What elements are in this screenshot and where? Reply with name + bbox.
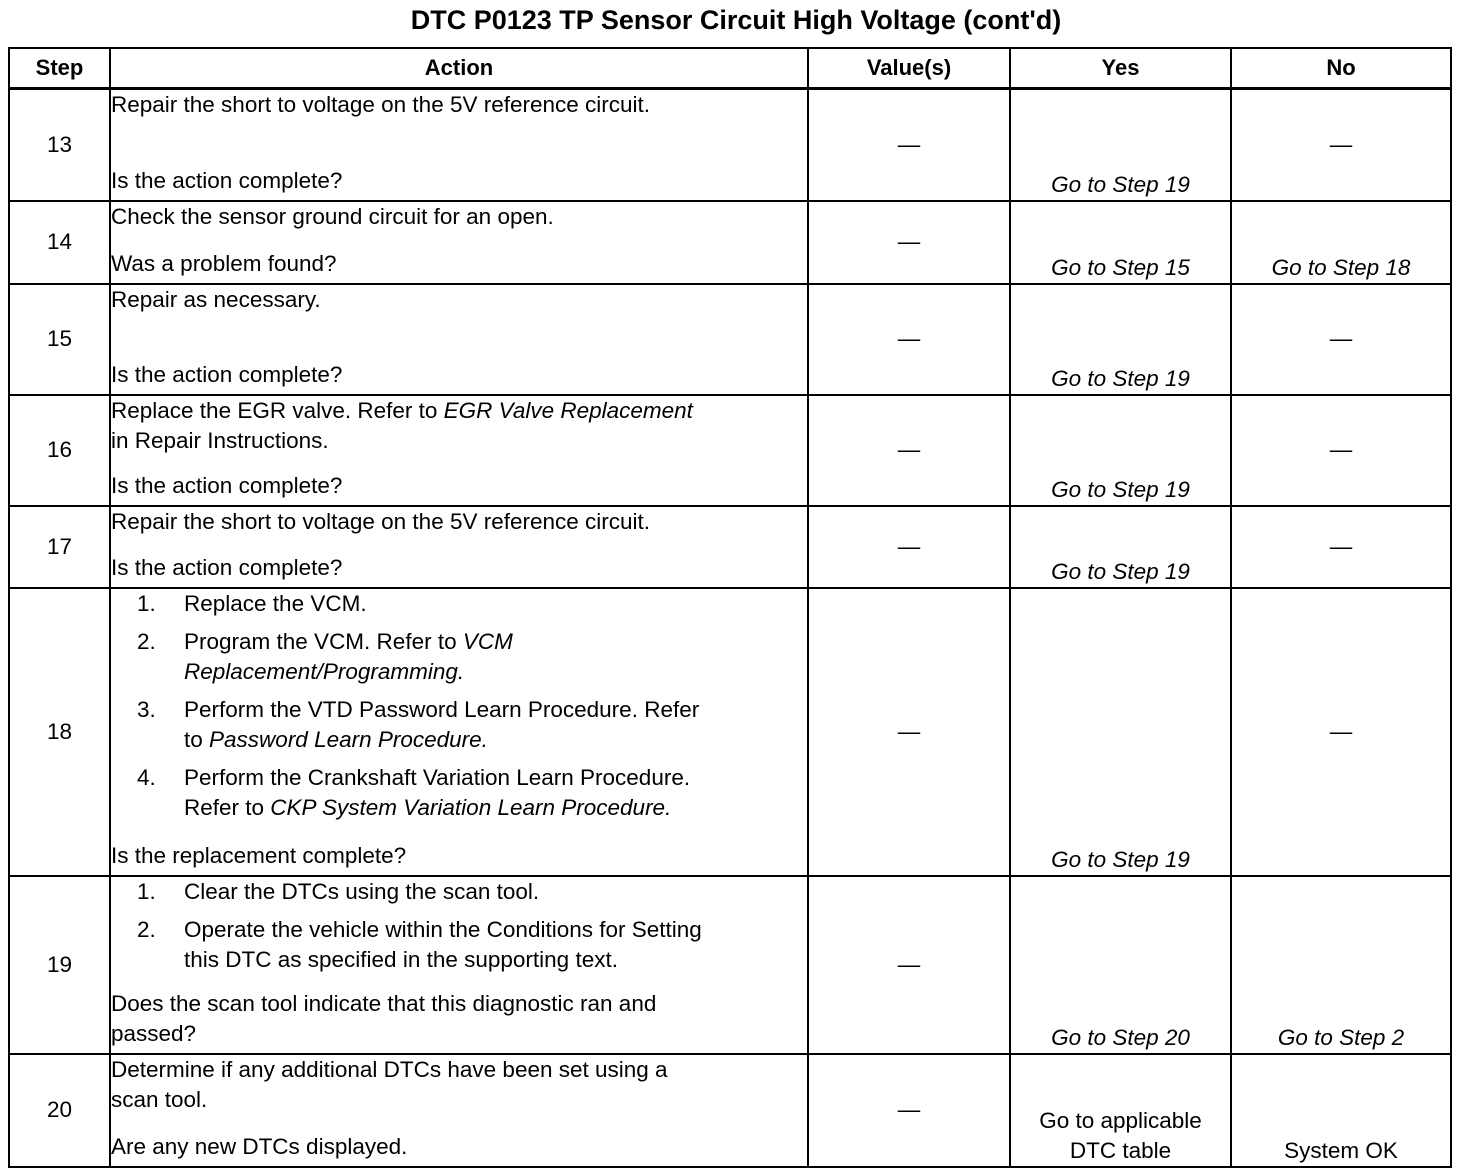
list-text: Perform the Crankshaft Variation Learn Procedure. (184, 764, 691, 790)
action-question: passed? (111, 1020, 197, 1046)
action-text: Determine if any additional DTCs have been set using a (111, 1056, 668, 1082)
list-text: this DTC as specified in the supporting text. (184, 946, 618, 972)
values-cell: — (808, 395, 1010, 506)
values-cell: — (808, 876, 1010, 1054)
procedure-reference[interactable]: Replacement/Programming. (184, 658, 465, 684)
list-text: Program the VCM. Refer to (184, 628, 463, 654)
table-row (9, 284, 1451, 395)
action-text: Repair the short to voltage on the 5V reference circuit. (111, 92, 651, 117)
yes-link[interactable] (1010, 1054, 1231, 1167)
step-number: 15 (9, 284, 110, 395)
table-row (9, 201, 1451, 284)
action-question: Was a problem found? (111, 250, 337, 276)
table-row (9, 588, 1451, 876)
action-cell (110, 1054, 808, 1167)
action-text: Repair as necessary. (111, 286, 321, 312)
action-question: Is the action complete? (111, 168, 343, 193)
column-header-values: Value(s) (808, 48, 1010, 89)
list-number: 3. (137, 696, 156, 722)
action-cell (110, 395, 808, 506)
action-text: Check the sensor ground circuit for an open. (111, 203, 554, 229)
diagnostic-table (8, 47, 1452, 1168)
list-item (111, 915, 807, 975)
list-item (111, 763, 807, 823)
values-cell: — (808, 201, 1010, 284)
action-text: Repair the short to voltage on the 5V reference circuit. (111, 508, 651, 534)
no-link[interactable]: Go to Step 18 (1231, 201, 1451, 284)
list-text: Clear the DTCs using the scan tool. (184, 878, 540, 904)
list-item (111, 589, 807, 619)
step-number: 20 (9, 1054, 110, 1167)
step-number: 19 (9, 876, 110, 1054)
no-cell: System OK (1231, 1054, 1451, 1167)
list-item (111, 695, 807, 755)
yes-link[interactable]: Go to Step 19 (1010, 588, 1231, 876)
procedure-reference[interactable]: CKP System Variation Learn Procedure. (270, 794, 672, 820)
procedure-reference[interactable]: Password Learn Procedure. (209, 726, 488, 752)
no-cell: — (1231, 284, 1451, 395)
action-text (111, 396, 807, 426)
action-question: Are any new DTCs displayed. (111, 1133, 408, 1159)
no-link[interactable]: Go to Step 2 (1231, 876, 1451, 1054)
list-text: Replace the VCM. (184, 590, 367, 616)
values-cell: — (808, 89, 1010, 201)
table-header-row (9, 48, 1451, 89)
list-number: 2. (137, 916, 156, 942)
no-cell: — (1231, 89, 1451, 201)
list-item (111, 877, 807, 907)
step-number: 17 (9, 506, 110, 588)
procedure-reference[interactable]: VCM (462, 628, 513, 654)
action-cell (110, 588, 808, 876)
action-cell (110, 506, 808, 588)
list-text: Refer to (184, 794, 271, 820)
action-question: Is the action complete? (111, 472, 343, 498)
action-cell (110, 89, 808, 201)
list-number: 2. (137, 628, 156, 654)
yes-text: Go to applicable (1039, 1107, 1202, 1133)
table-row (9, 1054, 1451, 1167)
list-item (111, 627, 807, 687)
action-question: Is the action complete? (111, 554, 343, 580)
yes-link[interactable]: Go to Step 19 (1010, 284, 1231, 395)
yes-link[interactable]: Go to Step 15 (1010, 201, 1231, 284)
list-number: 1. (137, 590, 156, 616)
list-number: 4. (137, 764, 156, 790)
action-text-part: Replace the EGR valve. Refer to (111, 397, 444, 423)
table-row (9, 395, 1451, 506)
column-header-no: No (1231, 48, 1451, 89)
action-text: in Repair Instructions. (111, 427, 329, 453)
list-text: to (184, 726, 210, 752)
no-cell: — (1231, 588, 1451, 876)
list-number: 1. (137, 878, 156, 904)
list-text: Perform the VTD Password Learn Procedure. Refer (184, 696, 700, 722)
list-text: Operate the vehicle within the Conditions for Setting (184, 916, 702, 942)
yes-link[interactable]: Go to Step 19 (1010, 395, 1231, 506)
step-number: 13 (9, 89, 110, 201)
step-number: 14 (9, 201, 110, 284)
page-title: DTC P0123 TP Sensor Circuit High Voltage (cont'd) (410, 5, 1062, 35)
yes-link[interactable]: Go to Step 19 (1010, 89, 1231, 201)
table-row (9, 876, 1451, 1054)
procedure-list (111, 589, 807, 823)
yes-link[interactable]: Go to Step 19 (1010, 506, 1231, 588)
procedure-reference[interactable]: EGR Valve Replacement (443, 397, 693, 423)
values-cell: — (808, 1054, 1010, 1167)
values-cell: — (808, 506, 1010, 588)
action-question: Is the replacement complete? (111, 842, 407, 868)
values-cell: — (808, 284, 1010, 395)
action-text: scan tool. (111, 1086, 208, 1112)
table-row (9, 506, 1451, 588)
no-cell: — (1231, 395, 1451, 506)
step-number: 18 (9, 588, 110, 876)
no-cell: — (1231, 506, 1451, 588)
column-header-action: Action (110, 48, 808, 89)
column-header-step: Step (9, 48, 110, 89)
table-row (9, 89, 1451, 201)
values-cell: — (808, 588, 1010, 876)
yes-link[interactable]: Go to Step 20 (1010, 876, 1231, 1054)
procedure-list (111, 877, 807, 975)
action-question: Does the scan tool indicate that this diagnostic ran and (111, 990, 657, 1016)
yes-text: DTC table (1069, 1137, 1172, 1163)
step-number: 16 (9, 395, 110, 506)
action-cell (110, 201, 808, 284)
action-question: Is the action complete? (111, 361, 343, 387)
action-cell (110, 876, 808, 1054)
column-header-yes: Yes (1010, 48, 1231, 89)
action-cell (110, 284, 808, 395)
